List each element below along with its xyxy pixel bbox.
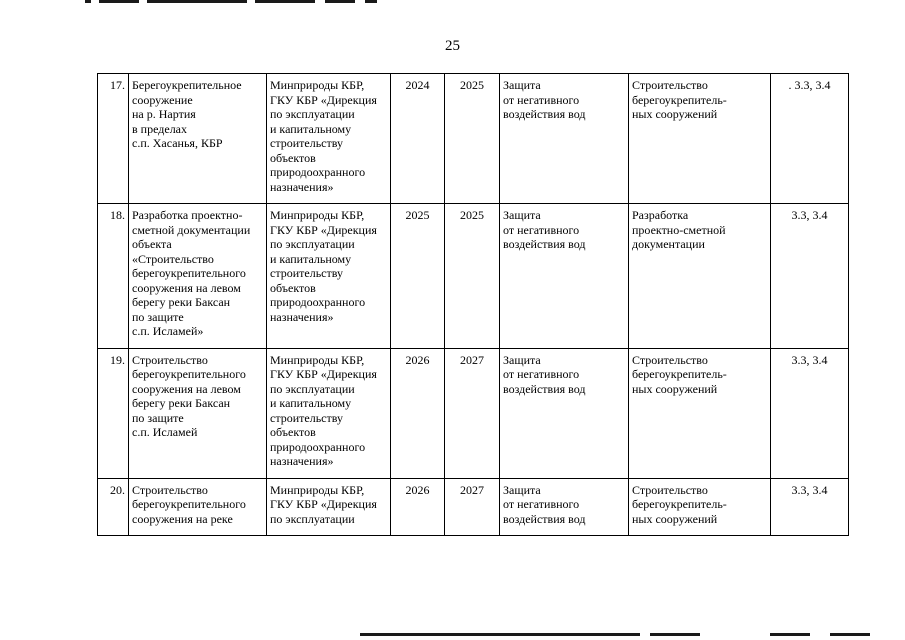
cell-result <box>629 348 771 478</box>
cell-line: Строительство <box>632 352 708 367</box>
cell-line: Строительство <box>132 352 208 367</box>
cell-purpose <box>500 204 629 349</box>
cell-line: ных сооружений <box>632 381 718 396</box>
cell-line: сметной документации <box>132 222 251 237</box>
table-row <box>98 74 849 204</box>
cell-line: берегу реки Баксан <box>132 295 231 309</box>
cell-line: Минприроды КБР, <box>270 352 365 367</box>
cell-line: назначения» <box>270 454 334 468</box>
cell-number: 17. <box>98 74 129 204</box>
cell-line: берегоукрепитель- <box>632 367 727 381</box>
cell-line: назначения» <box>270 179 334 194</box>
cell-executors <box>267 204 391 349</box>
cell-line: берегу реки Баксан <box>132 396 231 410</box>
cell-result <box>629 478 771 536</box>
cell-end-year: 2025 <box>445 74 500 204</box>
cell-indicators: 3.3, 3.4 <box>771 348 849 478</box>
cell-line: Строительство <box>132 482 208 497</box>
cell-line: с.п. Исламей» <box>132 324 204 338</box>
cell-line: объектов <box>270 280 316 295</box>
cell-number: 18. <box>98 204 129 349</box>
cell-line: от негативного <box>503 497 580 511</box>
cell-start-year: 2026 <box>391 348 445 478</box>
cell-line: Защита <box>503 482 541 497</box>
cell-line: берегоукрепитель- <box>632 497 727 511</box>
cell-line: Строительство <box>632 482 708 497</box>
cell-line: и капитальному <box>270 396 352 410</box>
table-row <box>98 204 849 349</box>
cell-purpose <box>500 74 629 204</box>
page-number: 25 <box>445 38 460 54</box>
cell-line: Разработка проектно- <box>132 208 243 222</box>
cell-start-year: 2024 <box>391 74 445 204</box>
cell-line: ных сооружений <box>632 107 718 121</box>
cell-line: берегоукрепительного <box>132 497 246 511</box>
cell-line: воздействия вод <box>503 107 586 121</box>
cell-line: по эксплуатации <box>270 381 355 396</box>
cell-number: 19. <box>98 348 129 478</box>
cell-end-year: 2027 <box>445 478 500 536</box>
cell-line: Минприроды КБР, <box>270 78 365 92</box>
cell-line: проектно-сметной <box>632 222 726 237</box>
cell-line: сооружения на левом <box>132 381 241 396</box>
cell-executors <box>267 348 391 478</box>
cell-line: Защита <box>503 352 541 367</box>
cell-line: Защита <box>503 78 541 92</box>
cell-line: объекта <box>132 237 172 251</box>
cell-end-year: 2025 <box>445 204 500 349</box>
scan-artifact-bottom <box>360 633 890 637</box>
measures-table <box>97 73 849 536</box>
cell-line: и капитальному <box>270 251 352 266</box>
cell-indicators: 3.3, 3.4 <box>771 478 849 536</box>
cell-line: от негативного <box>503 92 580 107</box>
cell-line: строительству <box>270 410 343 425</box>
cell-line: Минприроды КБР, <box>270 208 365 222</box>
cell-executors <box>267 478 391 536</box>
table-row <box>98 478 849 536</box>
cell-line: воздействия вод <box>503 381 586 396</box>
cell-line: по защите <box>132 410 184 425</box>
cell-line: от негативного <box>503 222 580 237</box>
cell-line: Минприроды КБР, <box>270 482 365 497</box>
cell-line: и капитальному <box>270 121 352 136</box>
cell-line: сооружение <box>132 92 193 107</box>
cell-line: от негативного <box>503 367 580 381</box>
cell-line: Строительство <box>632 78 708 92</box>
cell-line: природоохранного <box>270 295 366 309</box>
cell-line: ГКУ КБР «Дирекция <box>270 367 377 381</box>
cell-line: по эксплуатации <box>270 107 355 121</box>
cell-line: ных сооружений <box>632 511 718 526</box>
cell-line: объектов <box>270 150 316 165</box>
cell-indicators: 3.3, 3.4 <box>771 204 849 349</box>
cell-line: сооружения на реке <box>132 511 233 526</box>
cell-line: берегоукрепитель- <box>632 92 727 107</box>
cell-line: в пределах <box>132 121 188 136</box>
cell-line: Разработка <box>632 208 689 222</box>
cell-line: воздействия вод <box>503 237 586 251</box>
cell-line: ГКУ КБР «Дирекция <box>270 222 377 237</box>
cell-line: берегоукрепительного <box>132 367 246 381</box>
cell-line: на р. Нартия <box>132 107 196 121</box>
cell-line: с.п. Хасанья, КБР <box>132 136 223 150</box>
cell-line: строительству <box>270 266 343 280</box>
cell-executors <box>267 74 391 204</box>
cell-line: ГКУ КБР «Дирекция <box>270 92 377 107</box>
cell-line: назначения» <box>270 309 334 324</box>
cell-number: 20. <box>98 478 129 536</box>
cell-line: строительству <box>270 136 343 150</box>
cell-measure-name <box>129 478 267 536</box>
cell-line: сооружения на левом <box>132 280 241 295</box>
table-body <box>98 74 849 536</box>
cell-measure-name <box>129 348 267 478</box>
cell-line: ГКУ КБР «Дирекция <box>270 497 377 511</box>
cell-line: объектов <box>270 425 316 439</box>
cell-purpose <box>500 348 629 478</box>
cell-purpose <box>500 478 629 536</box>
cell-line: природоохранного <box>270 165 366 179</box>
cell-line: «Строительство <box>132 251 214 266</box>
cell-line: документации <box>632 237 705 251</box>
cell-measure-name <box>129 204 267 349</box>
cell-line: по эксплуатации <box>270 237 355 251</box>
cell-line: с.п. Исламей <box>132 425 198 439</box>
cell-result <box>629 74 771 204</box>
cell-result <box>629 204 771 349</box>
cell-line: берегоукрепительного <box>132 266 246 280</box>
cell-line: по эксплуатации <box>270 511 355 526</box>
cell-start-year: 2025 <box>391 204 445 349</box>
table-row <box>98 348 849 478</box>
cell-line: Берегоукрепительное <box>132 78 242 92</box>
cell-measure-name <box>129 74 267 204</box>
cell-indicators: . 3.3, 3.4 <box>771 74 849 204</box>
cell-line: воздействия вод <box>503 511 586 526</box>
cell-line: природоохранного <box>270 439 366 454</box>
cell-end-year: 2027 <box>445 348 500 478</box>
cell-line: Защита <box>503 208 541 222</box>
cell-line: по защите <box>132 309 184 324</box>
scan-artifact-top <box>85 0 455 3</box>
cell-start-year: 2026 <box>391 478 445 536</box>
